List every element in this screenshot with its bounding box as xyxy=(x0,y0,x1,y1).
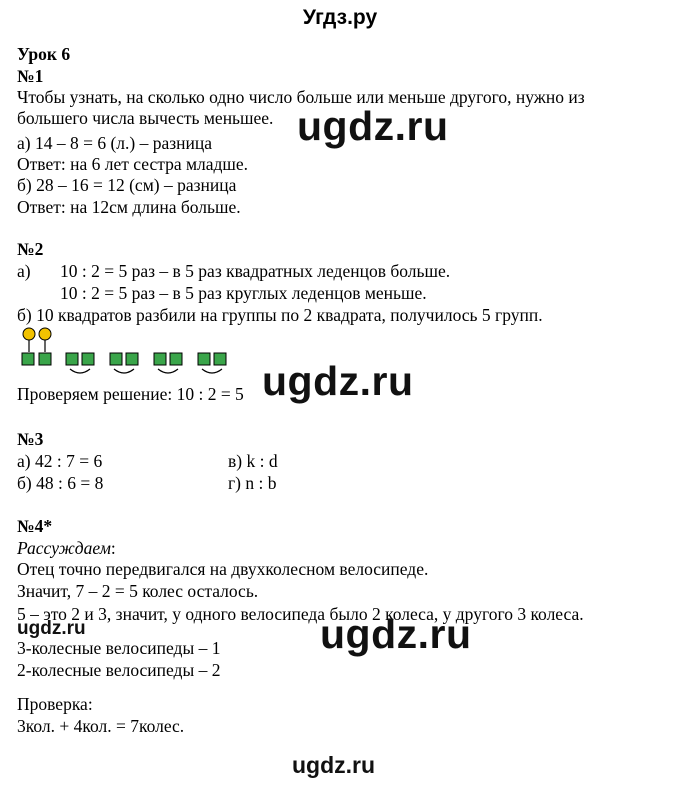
task2-number: №2 xyxy=(17,239,44,259)
watermark-small: ugdz.ru xyxy=(17,618,86,639)
candies-illustration xyxy=(18,326,258,378)
task4-line: 2-колесные велосипеды – 2 xyxy=(17,660,221,680)
task3-b: б) 48 : 6 = 8 xyxy=(17,473,104,493)
watermark: ugdz.ru xyxy=(262,358,414,404)
task4-line: Значит, 7 – 2 = 5 колес осталось. xyxy=(17,581,259,601)
round-candy xyxy=(39,328,51,352)
round-candy xyxy=(23,328,35,352)
task4-line: Отец точно передвигался на двухколесном велосипеде. xyxy=(17,559,429,579)
square-group xyxy=(110,353,138,373)
task4-reasoning-colon: : xyxy=(110,538,116,558)
task1-line: Ответ: на 12см длина больше. xyxy=(17,197,241,217)
task3-number: №3 xyxy=(17,429,44,449)
task3-a: а) 42 : 7 = 6 xyxy=(17,451,103,471)
task4-line: 5 – это 2 и 3, значит, у одного велосипеда было 2 колеса, у другого 3 колеса. xyxy=(17,604,584,624)
watermark-footer: ugdz.ru xyxy=(292,752,376,778)
task1-line: большего числа вычесть меньшее. xyxy=(17,108,274,128)
task1-line: б) 28 – 16 = 12 (см) – разница xyxy=(17,175,237,195)
lesson-title: Урок 6 xyxy=(17,44,71,64)
square-group xyxy=(154,353,182,373)
watermark: ugdz.ru xyxy=(320,611,472,657)
task4-number: №4* xyxy=(17,516,53,536)
task2-line-b: б) 10 квадратов разбили на группы по 2 квадрата, получилось 5 групп. xyxy=(17,305,543,325)
task4-line: 3-колесные велосипеды – 1 xyxy=(17,638,221,658)
watermark: ugdz.ru xyxy=(297,103,449,149)
task4-reasoning-label: Рассуждаем xyxy=(17,538,111,558)
task2-line-a2: 10 : 2 = 5 раз – в 5 раз круглых леденцов меньше. xyxy=(60,283,427,303)
square-group xyxy=(198,353,226,373)
square-group xyxy=(22,353,51,365)
task1-line: Ответ: на 6 лет сестра младше. xyxy=(17,154,249,174)
task4-check-label: Проверка: xyxy=(17,694,93,714)
task1-line: а) 14 – 8 = 6 (л.) – разница xyxy=(17,133,213,153)
task2-line-a1: 10 : 2 = 5 раз – в 5 раз квадратных леденцов больше. xyxy=(60,261,451,281)
task3-v: в) k : d xyxy=(228,451,278,471)
task4-check-line: 3кол. + 4кол. = 7колес. xyxy=(17,716,185,736)
task4-reasoning xyxy=(17,537,116,559)
task1-number: №1 xyxy=(17,66,44,86)
task2-check: Проверяем решение: 10 : 2 = 5 xyxy=(17,384,244,404)
task3-g: г) n : b xyxy=(228,473,277,493)
site-header: Угдз.ру xyxy=(302,6,378,29)
task1-line: Чтобы узнать, на сколько одно число больше или меньше другого, нужно из xyxy=(17,87,585,107)
square-group xyxy=(66,353,94,373)
task2-a-label: а) xyxy=(17,261,31,281)
